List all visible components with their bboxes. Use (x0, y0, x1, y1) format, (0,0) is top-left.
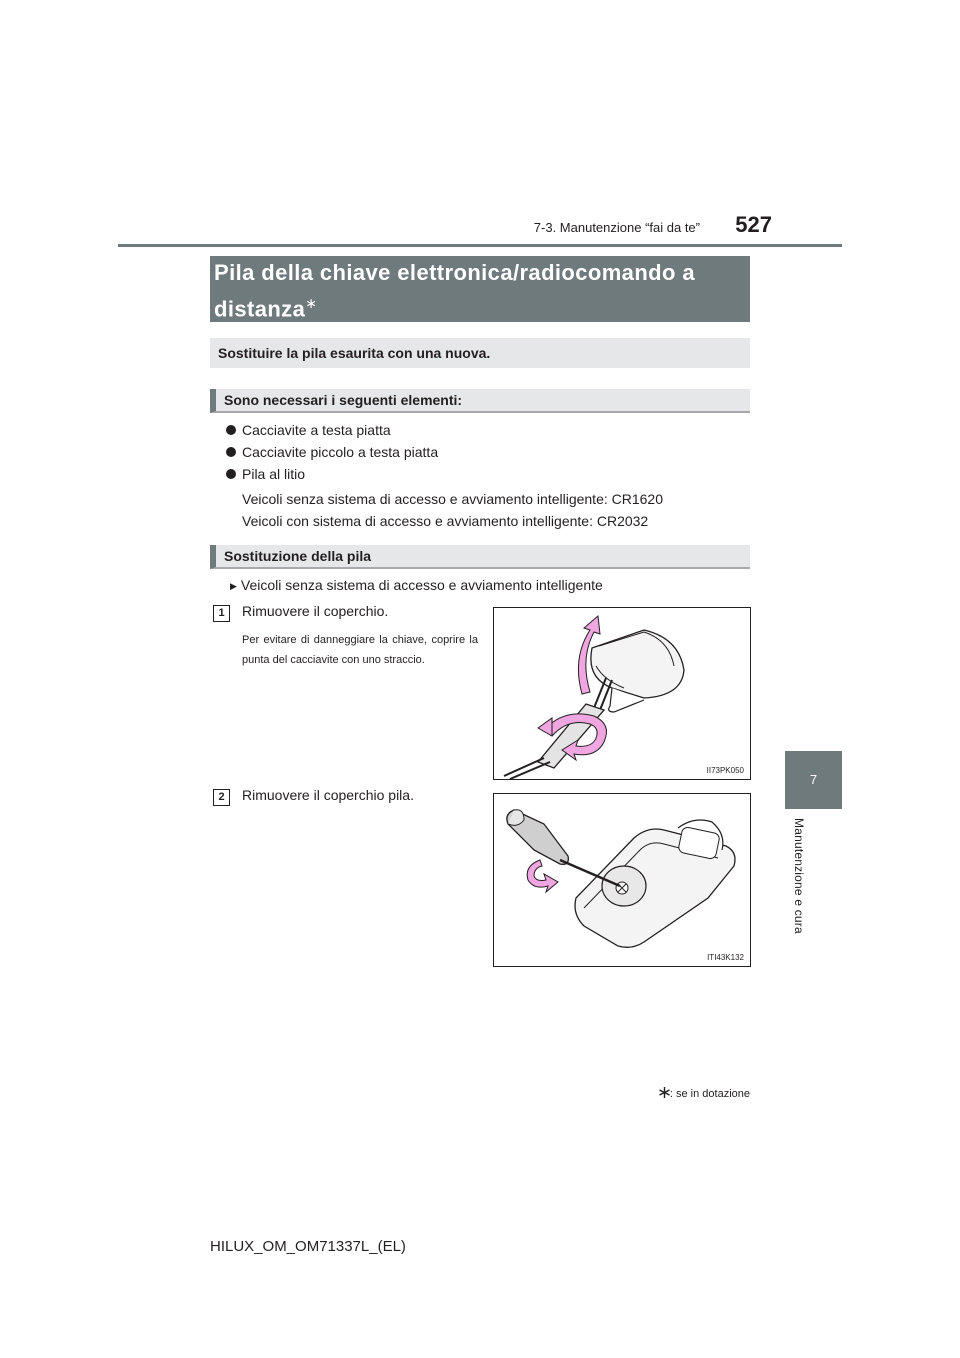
footnote (560, 1087, 750, 1100)
bullet-text: Cacciavite a testa piatta (242, 422, 391, 438)
page-title-text: Pila della chiave elettronica/radiocomando a distanza (214, 260, 695, 322)
bullet-dot-icon (226, 469, 236, 479)
footnote-text: : se in dotazione (669, 1088, 750, 1100)
figure-code: ITI43K132 (707, 953, 744, 962)
running-header-section: 7-3. Manutenzione “fai da te” (533, 220, 700, 235)
step-note: Per evitare di danneggiare la chiave, coprire la punta del cacciavite con uno straccio. (242, 634, 478, 666)
asterisk-icon (659, 1087, 670, 1098)
step-number-badge: 2 (213, 789, 230, 806)
battery-type-line: Veicoli senza sistema di accesso e avviamento intelligente: CR1620 (242, 491, 664, 507)
bullet-item (226, 444, 438, 460)
bullet-dot-icon (226, 425, 236, 435)
chapter-title-vertical: Manutenzione e cura (792, 818, 806, 934)
page-title-bar (210, 256, 750, 322)
bullet-item (226, 422, 391, 438)
step-number-badge: 1 (213, 605, 230, 622)
chapter-tab: 7 (785, 751, 842, 809)
triangle-right-icon: ▶ (230, 581, 237, 591)
section-heading-replace: Sostituzione della pila (210, 545, 750, 569)
optional-equipment-mark: ∗ (305, 295, 318, 311)
document-footer-code: HILUX_OM_OM71337L_(EL) (210, 1238, 406, 1255)
figure-remove-battery-cover (493, 793, 751, 967)
step-instruction: Rimuovere il coperchio pila. (242, 787, 414, 803)
vehicle-variant-text: Veicoli senza sistema di accesso e avviamento intelligente (240, 577, 603, 593)
page-number: 527 (735, 212, 772, 237)
battery-cover-illustration (494, 794, 750, 966)
bullet-text: Pila al litio (242, 466, 306, 482)
intro-summary: Sostituire la pila esaurita con una nuova. (210, 338, 750, 368)
step-instruction: Rimuovere il coperchio. (242, 603, 389, 619)
figure-remove-cover (493, 607, 751, 780)
section-heading-items: Sono necessari i seguenti elementi: (210, 389, 750, 413)
figure-code: II73PK050 (706, 766, 744, 775)
key-cover-illustration (494, 608, 750, 779)
vehicle-variant-subheading (230, 577, 603, 593)
bullet-text: Cacciavite piccolo a testa piatta (242, 444, 439, 460)
bullet-item (226, 466, 305, 482)
battery-type-line: Veicoli con sistema di accesso e avviamento intelligente: CR2032 (242, 513, 649, 529)
page-title (214, 258, 744, 324)
header-divider (118, 244, 842, 247)
bullet-dot-icon (226, 447, 236, 457)
